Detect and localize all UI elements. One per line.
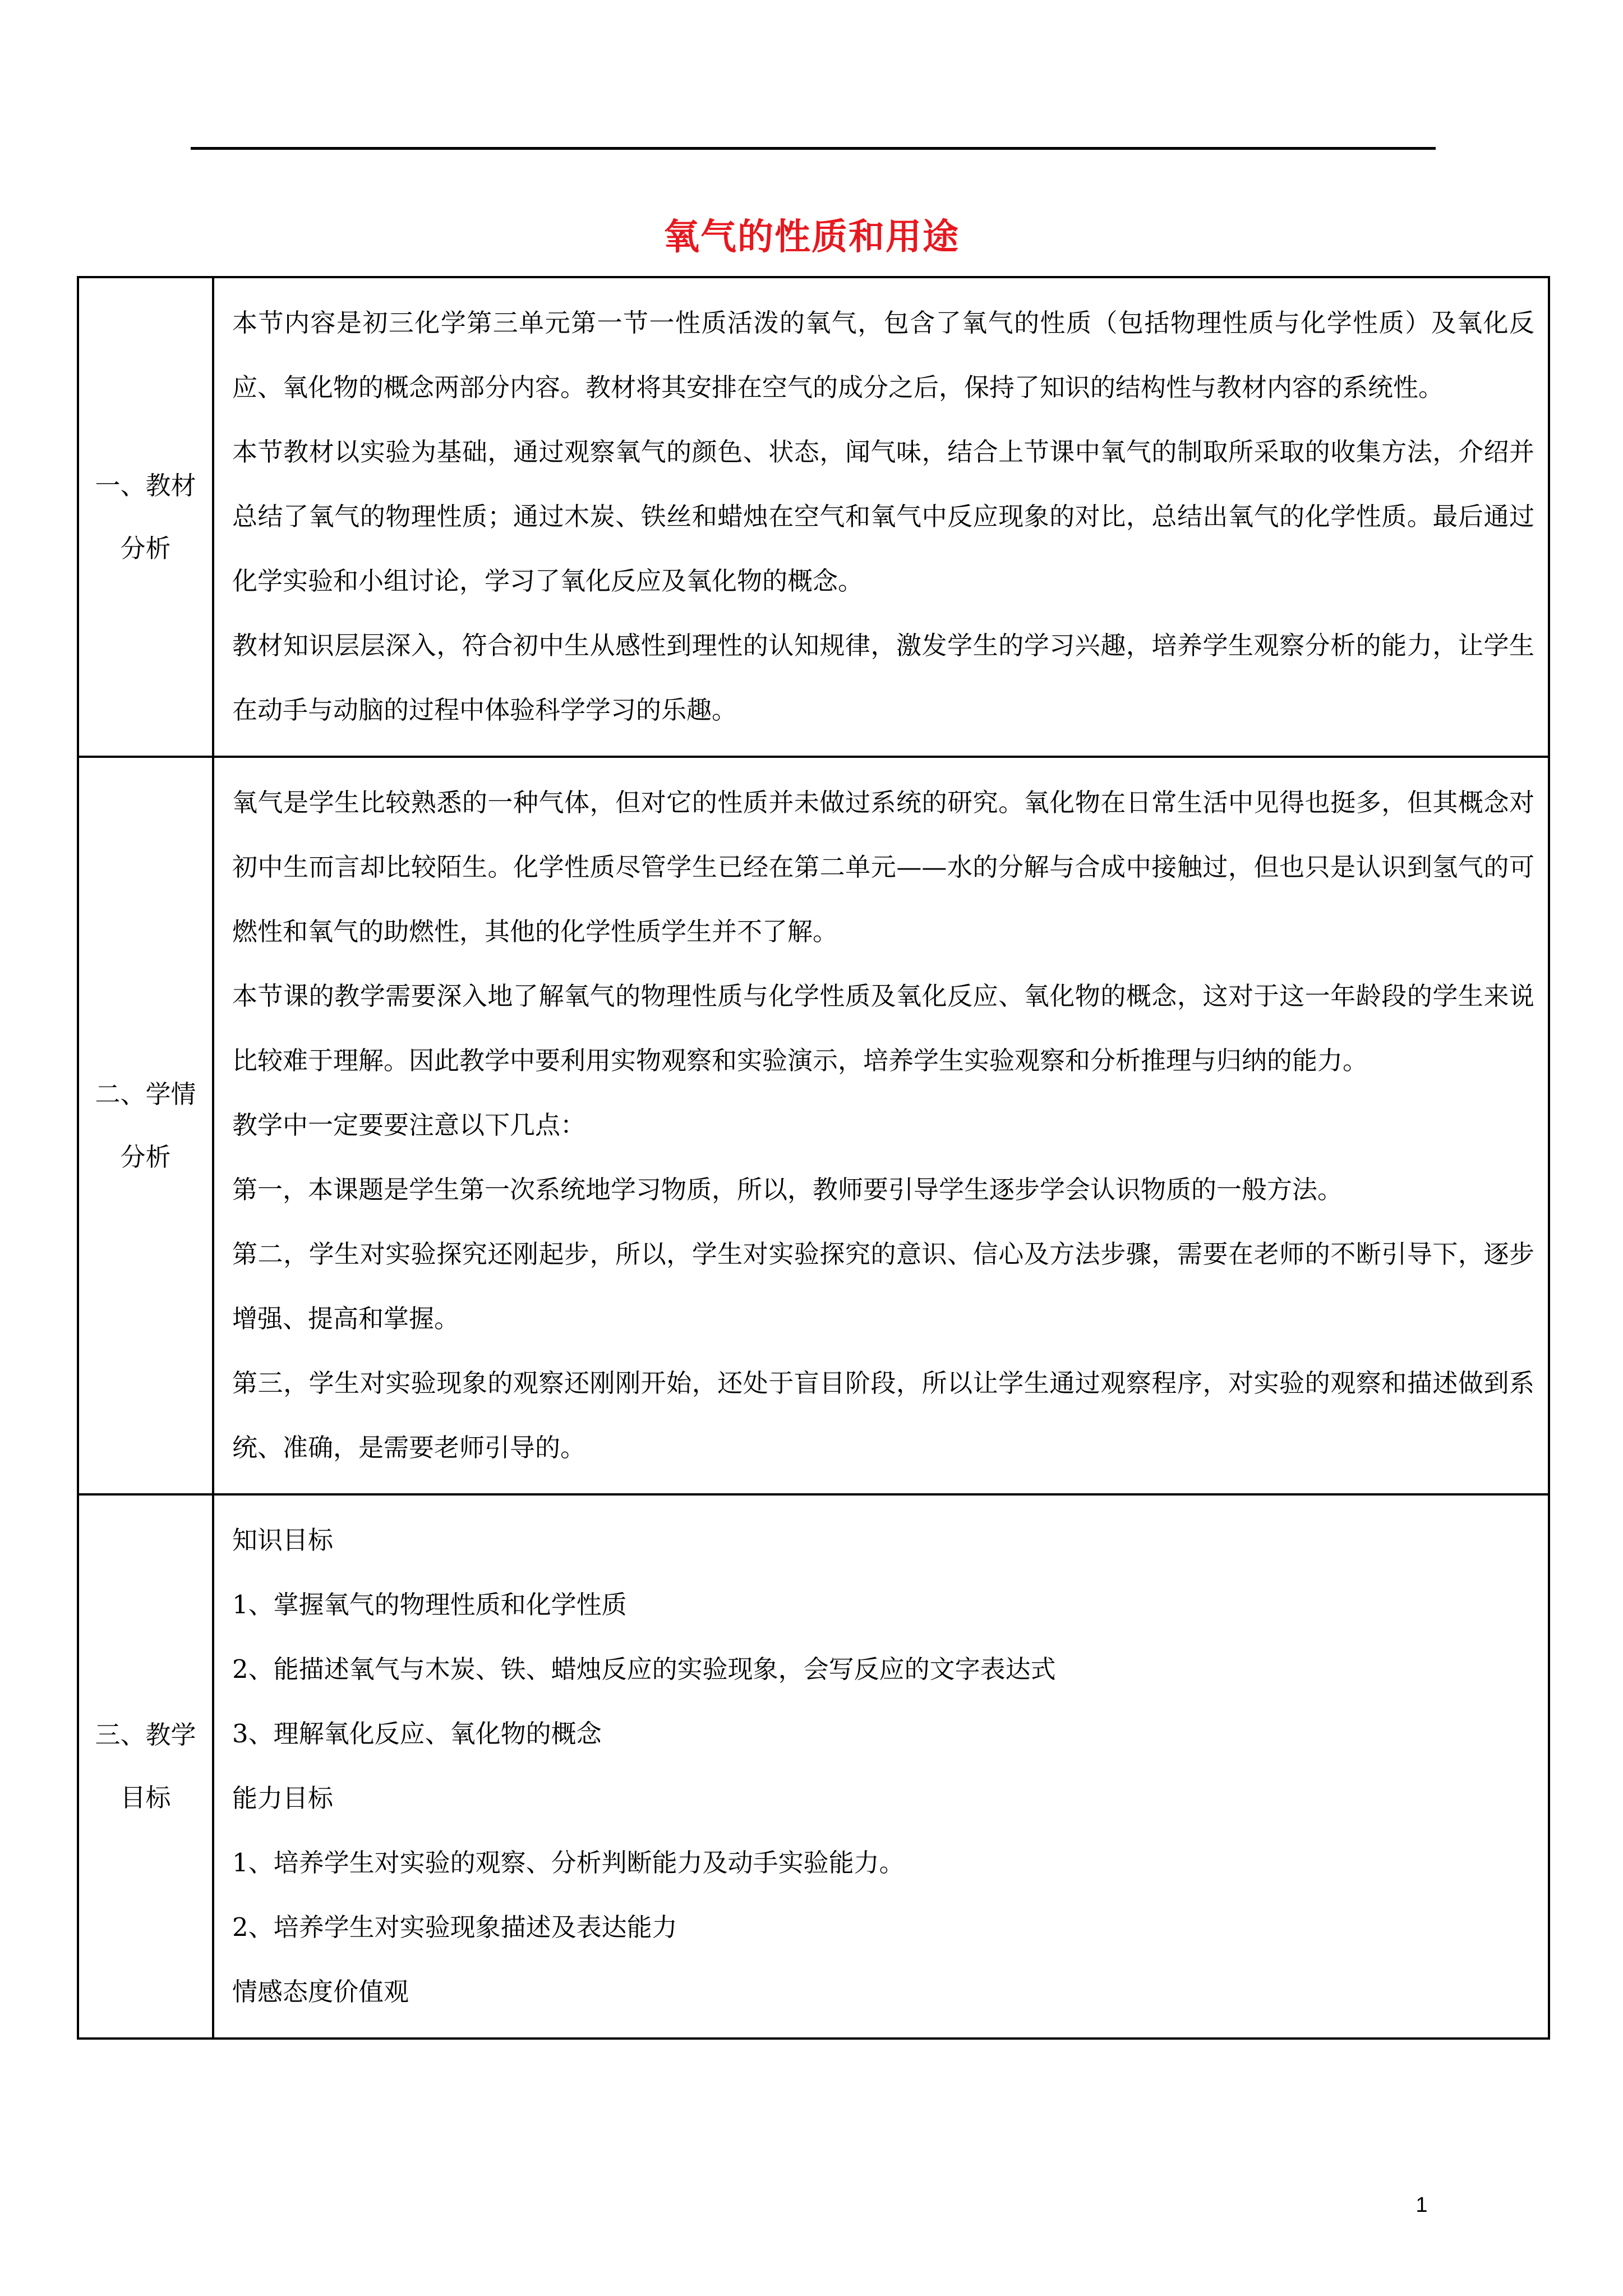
section-row-teaching-objectives <box>78 1494 1549 2039</box>
paragraph: 教材知识层层深入，符合初中生从感性到理性的认知规律，激发学生的学习兴趣，培养学生观察分析的能力，让学生在动手与动脑的过程中体验科学学习的乐趣。 <box>232 631 1534 725</box>
header-rule <box>191 147 1436 150</box>
objective-item: 3、理解氧化反应、氧化物的概念 <box>232 1719 602 1749</box>
objective-item: 1、培养学生对实验的观察、分析判断能力及动手实验能力。 <box>232 1848 905 1878</box>
section-label: 三、教学目标 <box>95 1720 196 1812</box>
section-label-cell <box>78 757 213 1494</box>
paragraph: 第一，本课题是学生第一次系统地学习物质，所以，教师要引导学生逐步学会认识物质的一般方法。 <box>232 1175 1343 1204</box>
lesson-plan-table <box>77 276 1550 2040</box>
paragraph: 氧气是学生比较熟悉的一种气体，但对它的性质并未做过系统的研究。氧化物在日常生活中见得也挺多，但其概念对初中生而言却比较陌生。化学性质尽管学生已经在第二单元——水的分解与合成中接触过，但也只是认识到氢气的可燃性和氧气的助燃性，其他的化学性质学生并不了解。 <box>232 788 1534 946</box>
section-content-cell <box>213 757 1549 1494</box>
objective-item: 2、能描述氧气与木炭、铁、蜡烛反应的实验现象，会写反应的文字表达式 <box>232 1654 1056 1684</box>
paragraph: 本节内容是初三化学第三单元第一节一性质活泼的氧气，包含了氧气的性质（包括物理性质与化学性质）及氧化反应、氧化物的概念两部分内容。教材将其安排在空气的成分之后，保持了知识的结构性与教材内容的系统性。 <box>232 308 1534 402</box>
document-title: 氧气的性质和用途 <box>663 216 960 258</box>
objective-item: 1、掌握氧气的物理性质和化学性质 <box>232 1590 627 1619</box>
section-label: 二、学情分析 <box>95 1079 196 1172</box>
paragraph: 本节课的教学需要深入地了解氧气的物理性质与化学性质及氧化反应、氧化物的概念，这对于这一年龄段的学生来说比较难于理解。因此教学中要利用实物观察和实验演示，培养学生实验观察和分析推理与归纳的能力。 <box>232 981 1534 1075</box>
objective-item: 知识目标 <box>232 1525 334 1555</box>
section-label-cell <box>78 277 213 757</box>
paragraph: 第二，学生对实验探究还刚起步，所以，学生对实验探究的意识、信心及方法步骤，需要在老师的不断引导下，逐步增强、提高和掌握。 <box>232 1239 1534 1333</box>
objective-item: 2、培养学生对实验现象描述及表达能力 <box>232 1912 677 1942</box>
paragraph: 本节教材以实验为基础，通过观察氧气的颜色、状态，闻气味，结合上节课中氧气的制取所采取的收集方法，介绍并总结了氧气的物理性质；通过木炭、铁丝和蜡烛在空气和氧气中反应现象的对比，总结出氧气的化学性质。最后通过化学实验和小组讨论，学习了氧化反应及氧化物的概念。 <box>232 437 1534 596</box>
paragraph: 教学中一定要要注意以下几点： <box>232 1110 586 1140</box>
objective-item: 情感态度价值观 <box>232 1977 409 2007</box>
section-row-student-analysis <box>78 757 1549 1494</box>
section-content-cell <box>213 277 1549 757</box>
paragraph: 第三，学生对实验现象的观察还刚刚开始，还处于盲目阶段，所以让学生通过观察程序，对实验的观察和描述做到系统、准确，是需要老师引导的。 <box>232 1368 1534 1462</box>
section-label: 一、教材分析 <box>95 470 196 563</box>
objective-item: 能力目标 <box>232 1783 334 1813</box>
section-row-textbook-analysis <box>78 277 1549 757</box>
section-label-cell <box>78 1494 213 2039</box>
section-content-cell <box>213 1494 1549 2039</box>
page-number: 1 <box>1415 2193 1428 2217</box>
